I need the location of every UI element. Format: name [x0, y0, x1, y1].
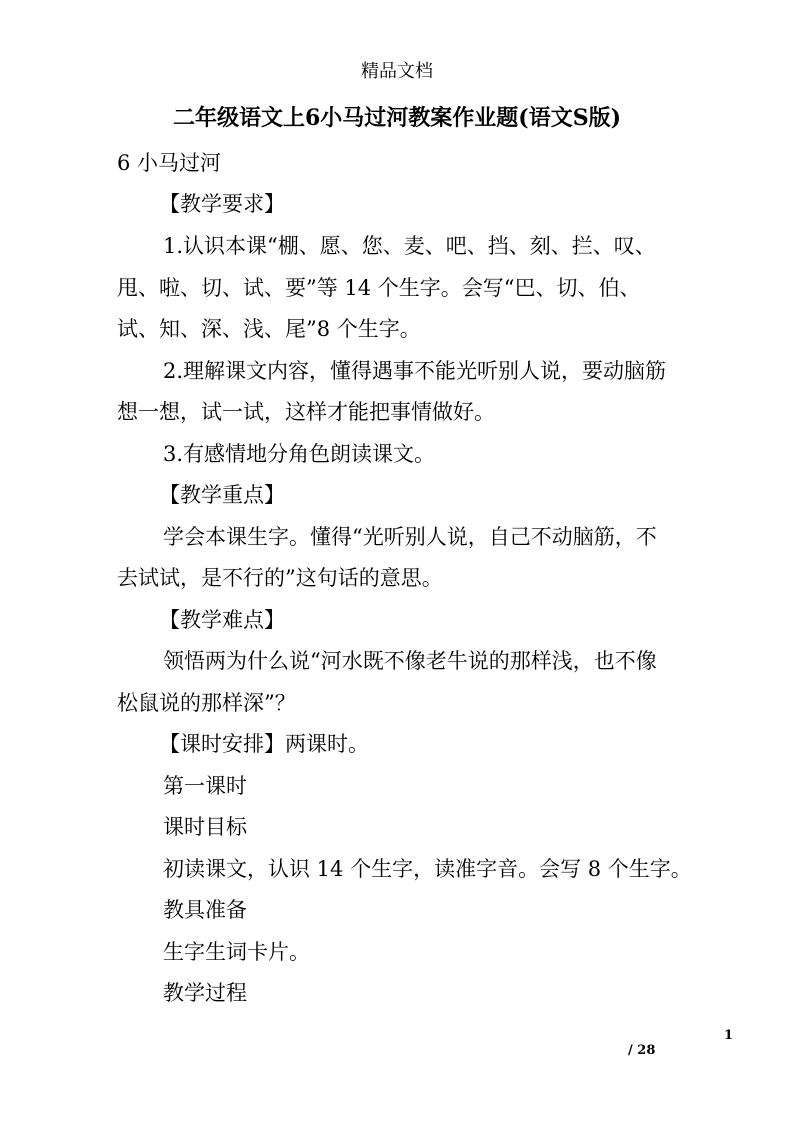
page-number: 1 [724, 1028, 734, 1043]
section-heading-key-points: 【教学重点】 [159, 483, 285, 507]
document-header: 精品文档 [361, 61, 433, 82]
paragraph-line: 去试试，是不行的”这句话的意思。 [117, 566, 443, 590]
lesson-heading: 6 小马过河 [117, 151, 222, 175]
paragraph-line: 2.理解课文内容，懂得遇事不能光听别人说，要动脑筋 [163, 359, 667, 383]
section-heading-schedule: 【课时安排】两课时。 [159, 732, 369, 756]
page-total: / 28 [628, 1043, 656, 1058]
document-title: 二年级语文上6小马过河教案作业题(语文S版) [172, 105, 621, 131]
paragraph-line: 课时目标 [163, 815, 247, 839]
paragraph-line: 领悟两为什么说“河水既不像老牛说的那样浅，也不像 [163, 649, 657, 673]
paragraph-line: 3.有感情地分角色朗读课文。 [163, 442, 436, 466]
paragraph-line: 甩、啦、切、试、要”等 14 个生字。会写“巴、切、伯、 [117, 276, 641, 300]
paragraph-line: 1.认识本课“棚、愿、您、麦、吧、挡、刻、拦、叹、 [163, 234, 656, 258]
paragraph-line: 学会本课生字。懂得“光听别人说，自己不动脑筋，不 [163, 525, 657, 549]
section-heading-difficulties: 【教学难点】 [159, 608, 285, 632]
paragraph-line: 想一想，试一试，这样才能把事情做好。 [117, 400, 495, 424]
paragraph-line: 松鼠说的那样深”？ [117, 691, 296, 715]
paragraph-line: 试、知、深、浅、尾”8 个生字。 [117, 317, 421, 341]
paragraph-line: 初读课文，认识 14 个生字，读准字音。会写 8 个生字。 [163, 857, 692, 881]
paragraph-line: 教具准备 [163, 898, 247, 922]
paragraph-line: 第一课时 [163, 774, 247, 798]
paragraph-line: 生字生词卡片。 [163, 940, 310, 964]
section-heading-requirements: 【教学要求】 [159, 192, 285, 216]
paragraph-line: 教学过程 [163, 981, 247, 1005]
